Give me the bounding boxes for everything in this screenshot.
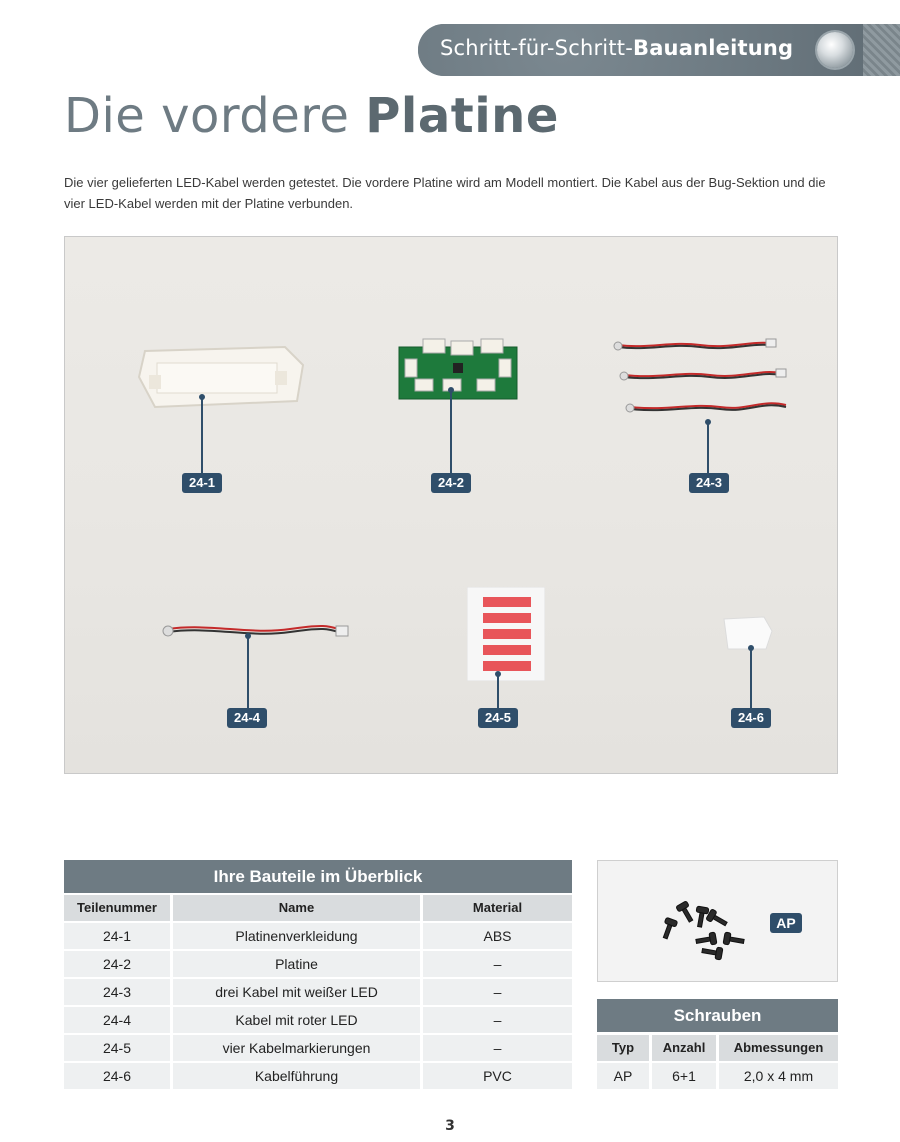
part-name-cell: drei Kabel mit weißer LED <box>173 979 420 1005</box>
part-label-24-1: 24-1 <box>182 473 222 493</box>
column-header-material: Material <box>423 895 572 921</box>
part-label-24-6: 24-6 <box>731 708 771 728</box>
intro-text: Die vier gelieferten LED-Kabel werden getestet. Die vordere Platine wird am Modell montiert. Die Kabel aus der Bug-Sektion und die vier LED-Kabel werden mit der Platine verbunden. <box>64 175 826 211</box>
screw-dimensions-value: 2,0 x 4 mm <box>719 1063 838 1089</box>
cable-guide-image <box>720 615 774 651</box>
part-material-cell: – <box>423 1007 572 1033</box>
column-header-name: Name <box>173 895 420 921</box>
part-name-cell: Kabel mit roter LED <box>173 1007 420 1033</box>
parts-photo <box>64 236 838 774</box>
section-banner <box>418 24 900 76</box>
cable-markers-image <box>467 587 545 681</box>
part-material-cell: PVC <box>423 1063 572 1089</box>
parts-table-title: Ihre Bauteile im Überblick <box>64 860 572 893</box>
part-material-cell: – <box>423 951 572 977</box>
column-header-dimensions: Abmessungen <box>719 1035 838 1061</box>
part-number-cell: 24-2 <box>64 951 170 977</box>
leader-line <box>497 674 499 710</box>
board-cover-image <box>135 337 305 409</box>
leader-line <box>707 422 709 475</box>
leader-line <box>201 397 203 475</box>
part-number-cell: 24-1 <box>64 923 170 949</box>
banner-ball-icon <box>817 32 853 68</box>
part-label-24-2: 24-2 <box>431 473 471 493</box>
page-number: 3 <box>445 1118 455 1134</box>
part-number-cell: 24-4 <box>64 1007 170 1033</box>
part-label-24-4: 24-4 <box>227 708 267 728</box>
screw-type-label: AP <box>770 913 802 933</box>
leader-line <box>450 390 452 475</box>
part-name-cell: Kabelführung <box>173 1063 420 1089</box>
banner-rock-texture <box>863 24 900 76</box>
part-material-cell: ABS <box>423 923 572 949</box>
part-label-24-5: 24-5 <box>478 708 518 728</box>
page-title: Die vordere Platine <box>64 88 559 144</box>
column-header-count: Anzahl <box>652 1035 716 1061</box>
banner-title: Schritt-für-Schritt-Bauanleitung <box>440 36 794 60</box>
screws-table-title: Schrauben <box>597 999 838 1032</box>
white-led-cables-image <box>610 333 790 423</box>
leader-line <box>247 636 249 710</box>
part-name-cell: Platinenverkleidung <box>173 923 420 949</box>
screw-type-value: AP <box>597 1063 649 1089</box>
red-led-cable-image <box>160 617 355 647</box>
column-header-part-number: Teilenummer <box>64 895 170 921</box>
part-label-24-3: 24-3 <box>689 473 729 493</box>
part-name-cell: vier Kabelmarkierungen <box>173 1035 420 1061</box>
part-name-cell: Platine <box>173 951 420 977</box>
leader-line <box>750 648 752 710</box>
part-material-cell: – <box>423 1035 572 1061</box>
part-number-cell: 24-5 <box>64 1035 170 1061</box>
pcb-image <box>395 335 521 403</box>
part-material-cell: – <box>423 979 572 1005</box>
part-number-cell: 24-6 <box>64 1063 170 1089</box>
screw-count-value: 6+1 <box>652 1063 716 1089</box>
part-number-cell: 24-3 <box>64 979 170 1005</box>
column-header-type: Typ <box>597 1035 649 1061</box>
